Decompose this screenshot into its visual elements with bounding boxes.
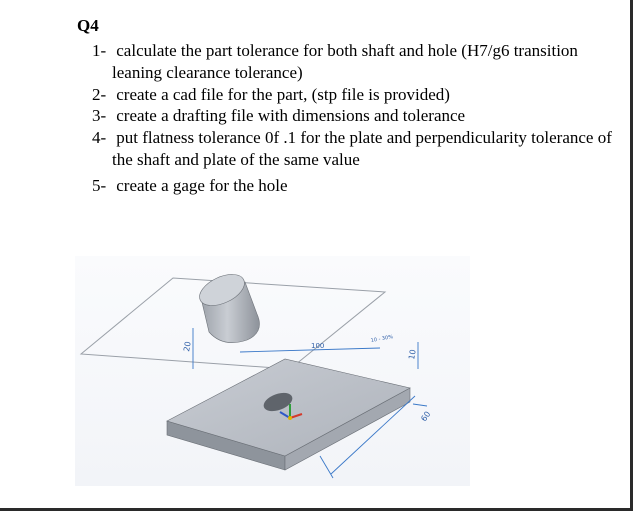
task-text: put flatness tolerance 0f .1 for the plate and perpendicularity tolerance of the shaft and plate of the same value [112, 128, 612, 169]
shaft-cylinder [195, 268, 260, 343]
question-title: Q4 [77, 16, 99, 35]
task-number: 1- [92, 41, 107, 60]
plate [167, 359, 410, 470]
task-number: 4- [92, 128, 107, 148]
task-text: create a cad file for the part, (stp file is provided) [116, 84, 450, 104]
task-number: 5- [92, 175, 107, 195]
dim-plate-width: 60 [419, 409, 433, 424]
task-text: create a drafting file with dimensions and tolerance [116, 106, 466, 126]
cad-part-drawing [75, 256, 470, 486]
dim-plate-thickness: 10 [407, 348, 418, 361]
task-item [92, 84, 612, 106]
task-item [92, 127, 612, 171]
task-number: 2- [92, 84, 107, 104]
dim-plate-length: 100 [311, 342, 325, 350]
task-text: create a gage for the hole [116, 175, 288, 195]
task-number: 3- [92, 106, 107, 126]
task-item [92, 175, 612, 197]
dim-shaft-height: 20 [182, 340, 193, 353]
task-text: calculate the part tolerance for both shaft and hole (H7/g6 transition leaning clearance tolerance) [112, 41, 578, 82]
cad-part-figure [75, 256, 470, 486]
task-list [92, 40, 612, 197]
task-item [92, 105, 612, 127]
dim-note: 10 - 30% [370, 334, 394, 344]
task-item [92, 40, 612, 84]
